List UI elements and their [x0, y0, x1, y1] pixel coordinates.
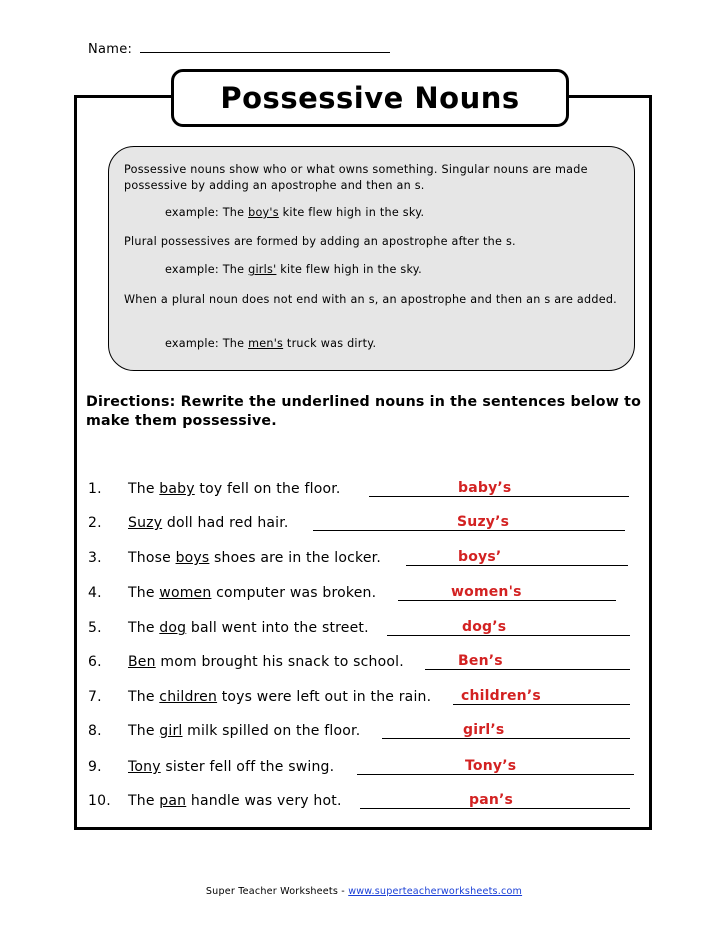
- info-box: [108, 146, 635, 371]
- name-field[interactable]: [140, 40, 390, 53]
- info-paragraph-singular: Possessive nouns show who or what owns something. Singular nouns are made possessive by adding an apostrophe and then an s.: [124, 163, 588, 192]
- sentence-before: The: [128, 793, 160, 809]
- title-box: [171, 69, 569, 127]
- footer-text: Super Teacher Worksheets -: [205, 886, 349, 897]
- directions: Directions: Rewrite the underlined nouns in the sentences below to make them possessive.: [86, 394, 642, 429]
- question-sentence: [128, 585, 376, 601]
- name-row: [88, 40, 390, 57]
- sentence-after: handle was very hot.: [186, 793, 342, 809]
- sentence-after: toys were left out in the rain.: [217, 689, 432, 705]
- question-number: 5.: [88, 620, 102, 636]
- example-plural: [165, 263, 422, 276]
- page-title: Possessive Nouns: [220, 81, 520, 115]
- question-number: 3.: [88, 550, 102, 566]
- underlined-noun: baby: [159, 481, 195, 497]
- footer-link[interactable]: www.superteacherworksheets.com: [348, 886, 523, 897]
- answer-text: baby’s: [458, 480, 512, 496]
- answer-line[interactable]: [357, 774, 634, 775]
- example-word: girls': [248, 263, 277, 276]
- sentence-before: The: [128, 620, 160, 636]
- example-suffix: kite flew high in the sky.: [276, 263, 422, 276]
- question-number: 9.: [88, 759, 102, 775]
- sentence-after: milk spilled on the floor.: [182, 723, 361, 739]
- sentence-after: doll had red hair.: [162, 515, 289, 531]
- answer-text: boys’: [458, 549, 502, 565]
- underlined-noun: boys: [175, 550, 210, 566]
- sentence-after: shoes are in the locker.: [209, 550, 381, 566]
- question-number: 6.: [88, 654, 102, 670]
- underlined-noun: Suzy: [128, 515, 163, 531]
- answer-text: pan’s: [469, 792, 514, 808]
- sentence-before: The: [128, 723, 160, 739]
- sentence-before: Those: [128, 550, 176, 566]
- question-sentence: [128, 723, 360, 739]
- example-word: men's: [248, 337, 284, 350]
- example-prefix: example: The: [165, 263, 249, 276]
- question-number: 7.: [88, 689, 102, 705]
- example-suffix: kite flew high in the sky.: [278, 206, 425, 219]
- example-prefix: example: The: [165, 337, 249, 350]
- sentence-after: ball went into the street.: [186, 620, 369, 636]
- question-sentence: [128, 689, 431, 705]
- question-sentence: [128, 793, 342, 809]
- name-label: Name:: [88, 42, 133, 57]
- question-sentence: [128, 481, 341, 497]
- answer-line[interactable]: [398, 600, 616, 601]
- sentence-after: toy fell on the floor.: [194, 481, 341, 497]
- question-sentence: [128, 620, 369, 636]
- question-number: 4.: [88, 585, 102, 601]
- question-number: 8.: [88, 723, 102, 739]
- answer-line[interactable]: [453, 704, 630, 705]
- sentence-before: The: [128, 585, 160, 601]
- example-irregular: [165, 337, 376, 350]
- example-prefix: example: The: [165, 206, 249, 219]
- example-suffix: truck was dirty.: [283, 337, 377, 350]
- sentence-before: The: [128, 689, 160, 705]
- example-word: boy's: [248, 206, 279, 219]
- underlined-noun: Ben: [128, 654, 156, 670]
- answer-text: Tony’s: [465, 758, 517, 774]
- answer-text: children’s: [461, 688, 541, 704]
- underlined-noun: children: [159, 689, 218, 705]
- info-paragraph-plural: Plural possessives are formed by adding an apostrophe after the s.: [124, 235, 516, 248]
- underlined-noun: women: [159, 585, 212, 601]
- answer-line[interactable]: [387, 635, 630, 636]
- info-paragraph-irregular: When a plural noun does not end with an s, an apostrophe and then an s are added.: [124, 293, 617, 306]
- underlined-noun: pan: [159, 793, 187, 809]
- underlined-noun: dog: [159, 620, 187, 636]
- answer-text: Ben’s: [458, 653, 503, 669]
- answer-text: dog’s: [462, 619, 507, 635]
- answer-text: women's: [451, 584, 522, 600]
- sentence-after: sister fell off the swing.: [160, 759, 335, 775]
- answer-text: Suzy’s: [457, 514, 510, 530]
- answer-line[interactable]: [360, 808, 630, 809]
- sentence-after: mom brought his snack to school.: [155, 654, 404, 670]
- answer-line[interactable]: [382, 738, 630, 739]
- sentence-before: The: [128, 481, 160, 497]
- underlined-noun: Tony: [128, 759, 161, 775]
- sentence-after: computer was broken.: [211, 585, 377, 601]
- footer: [0, 886, 728, 897]
- question-sentence: [128, 550, 381, 566]
- question-number: 2.: [88, 515, 102, 531]
- underlined-noun: girl: [159, 723, 183, 739]
- example-singular: [165, 206, 424, 219]
- answer-line[interactable]: [406, 565, 628, 566]
- answer-line[interactable]: [369, 496, 629, 497]
- question-sentence: [128, 654, 404, 670]
- question-number: 10.: [88, 793, 111, 809]
- answer-text: girl’s: [463, 722, 505, 738]
- answer-line[interactable]: [313, 530, 625, 531]
- question-sentence: [128, 759, 334, 775]
- question-number: 1.: [88, 481, 102, 497]
- question-sentence: [128, 515, 289, 531]
- answer-line[interactable]: [425, 669, 630, 670]
